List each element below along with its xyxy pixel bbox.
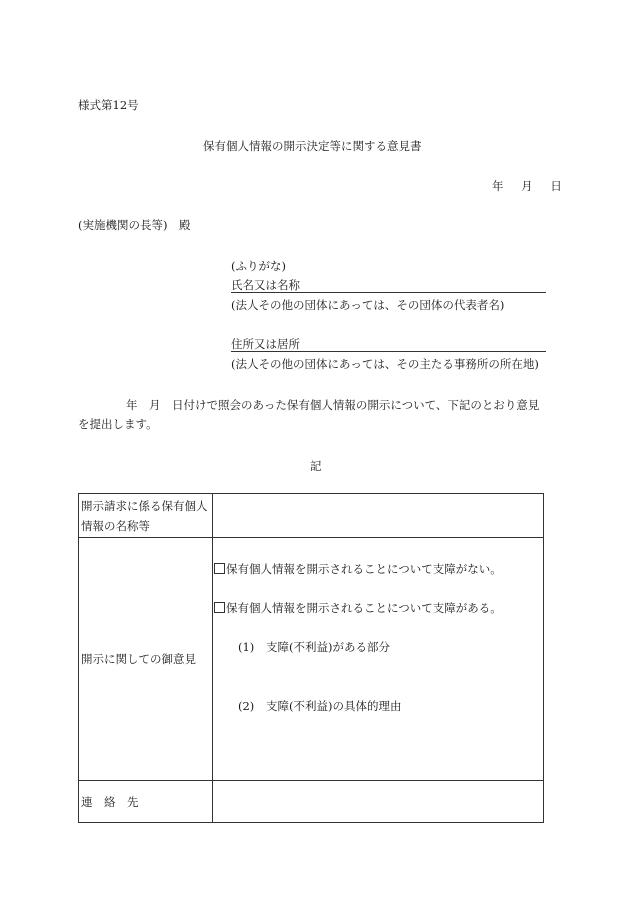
option-no-issue[interactable]: [214, 561, 502, 577]
checkbox-no-issue[interactable]: [214, 563, 225, 574]
body-line-1: 年 月 日付けで照会のあった保有個人情報の開示について、下記のとおり意見: [126, 398, 540, 412]
contact-value[interactable]: [213, 781, 544, 823]
table-row-contact: [79, 781, 544, 823]
date-year: 年: [492, 179, 504, 193]
name-label: 氏名又は名称: [231, 278, 300, 292]
opinion-label-text: 開示に関しての御意見: [81, 652, 196, 666]
date-month: 月: [521, 179, 533, 193]
body-line-2: を提出します。: [78, 417, 158, 431]
table-row-info-name: [79, 494, 544, 538]
table-row-opinion: [79, 538, 544, 781]
address-label: 住所又は居所: [231, 337, 300, 351]
date-day: 日: [550, 179, 562, 193]
info-name-label: [79, 494, 213, 538]
opinion-table: [78, 493, 544, 823]
name-field[interactable]: [231, 277, 546, 293]
info-name-value[interactable]: [213, 494, 544, 538]
sub-item-1-label: 支障(不利益)がある部分: [266, 640, 390, 654]
contact-label-text: 連 絡 先: [81, 794, 139, 809]
name-note: (法人その他の団体にあっては、その団体の代表者名): [231, 298, 505, 312]
opinion-cell: [213, 538, 544, 781]
option-issue[interactable]: [214, 600, 502, 616]
opinion-label: [79, 538, 213, 781]
sub-item-2: [238, 698, 401, 714]
address-field[interactable]: [231, 336, 546, 352]
addressee: (実施機関の長等) 殿: [78, 218, 191, 232]
ki-heading: 記: [310, 459, 322, 473]
date-line: [492, 178, 562, 194]
contact-label: [79, 781, 213, 823]
option-issue-label: 保有個人情報を開示されることについて支障がある。: [226, 601, 502, 615]
sub-item-2-number: (2): [238, 699, 255, 713]
sub-item-1: [238, 639, 390, 655]
document-title: 保有個人情報の開示決定等に関する意見書: [203, 139, 422, 153]
option-no-issue-label: 保有個人情報を開示されることについて支障がない。: [226, 562, 502, 576]
sub-item-1-number: (1): [238, 640, 255, 654]
sub-item-2-label: 支障(不利益)の具体的理由: [266, 699, 402, 713]
address-note: (法人その他の団体にあっては、その主たる事務所の所在地): [231, 357, 539, 371]
furigana-label: (ふりがな): [231, 259, 286, 273]
checkbox-issue[interactable]: [214, 602, 225, 613]
form-number: 様式第12号: [78, 98, 139, 112]
info-name-label-text: 開示請求に係る保有個人情報の名称等: [81, 498, 208, 533]
